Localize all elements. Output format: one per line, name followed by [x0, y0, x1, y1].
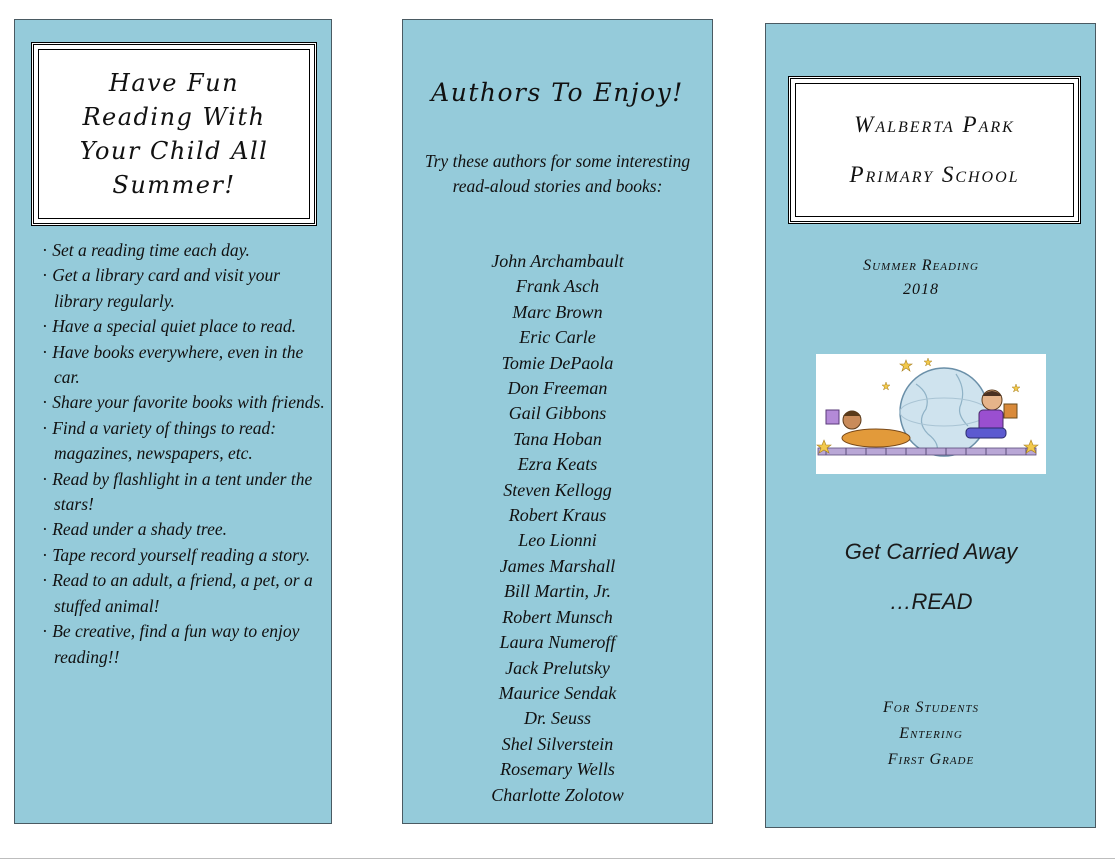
- reading-tip: · Share your favorite books with friends.: [42, 390, 327, 415]
- reading-tip: · Read to an adult, a friend, a pet, or a stuffed animal!: [42, 568, 327, 619]
- author-name: Marc Brown: [512, 301, 603, 322]
- left-title-box: [31, 42, 317, 226]
- author-name: Robert Munsch: [502, 606, 613, 627]
- author-name: Shel Silverstein: [501, 733, 614, 754]
- author-name: Robert Kraus: [508, 505, 607, 526]
- author-name: Ezra Keats: [517, 454, 598, 475]
- author-name: Don Freeman: [507, 378, 608, 399]
- author-name: Charlotte Zolotow: [491, 784, 624, 805]
- author-name: Steven Kellogg: [503, 479, 612, 500]
- reading-tip: · Read under a shady tree.: [42, 517, 327, 542]
- kids-reading-globe-image: [816, 354, 1046, 474]
- author-name: Gail Gibbons: [508, 403, 607, 424]
- author-name: Frank Asch: [515, 276, 600, 297]
- author-name: Laura Numeroff: [499, 632, 616, 653]
- reading-tip: · Be creative, find a fun way to enjoy reading!!: [42, 619, 327, 670]
- reading-tip: · Have books everywhere, even in the car.: [42, 340, 327, 391]
- author-name: Eric Carle: [519, 327, 596, 348]
- author-name: Leo Lionni: [518, 530, 597, 551]
- authors-title: Authors To Enjoy!: [431, 78, 684, 107]
- school-name: Walberta Park Primary School: [849, 112, 1020, 187]
- middle-panel: [402, 19, 713, 824]
- author-name: Tomie DePaola: [501, 352, 614, 373]
- author-name: Maurice Sendak: [498, 682, 617, 703]
- left-panel: [14, 19, 332, 824]
- author-name: James Marshall: [499, 555, 616, 576]
- slogan: Get Carried Away …READ: [844, 539, 1018, 614]
- page-bottom-divider: [0, 858, 1115, 859]
- right-panel: [765, 23, 1096, 828]
- author-name: Bill Martin, Jr.: [504, 581, 611, 602]
- author-name: Dr. Seuss: [523, 708, 591, 729]
- reading-tips-list: [42, 238, 327, 670]
- authors-intro: Try these authors for some interesting read-aloud stories and books:: [424, 151, 691, 196]
- reading-tip: · Read by flashlight in a tent under the stars!: [42, 467, 327, 518]
- reading-tip: · Get a library card and visit your library regularly.: [42, 263, 327, 314]
- reading-tip: · Set a reading time each day.: [42, 238, 327, 263]
- audience-label: For Students Entering First Grade: [882, 699, 980, 768]
- school-title-box: [788, 76, 1081, 224]
- authors-list: [403, 249, 712, 808]
- author-name: Rosemary Wells: [500, 759, 615, 780]
- author-name: John Archambault: [491, 251, 624, 271]
- reading-tip: · Find a variety of things to read: magazines, newspapers, etc.: [42, 416, 327, 467]
- reading-tip: · Tape record yourself reading a story.: [42, 543, 327, 568]
- author-name: Tana Hoban: [513, 428, 602, 449]
- left-panel-title: Have Fun Reading With Your Child All Summer!: [79, 69, 269, 199]
- summer-reading-label: Summer Reading 2018: [863, 257, 979, 298]
- reading-tip: · Have a special quiet place to read.: [42, 314, 327, 339]
- author-name: Jack Prelutsky: [505, 657, 610, 678]
